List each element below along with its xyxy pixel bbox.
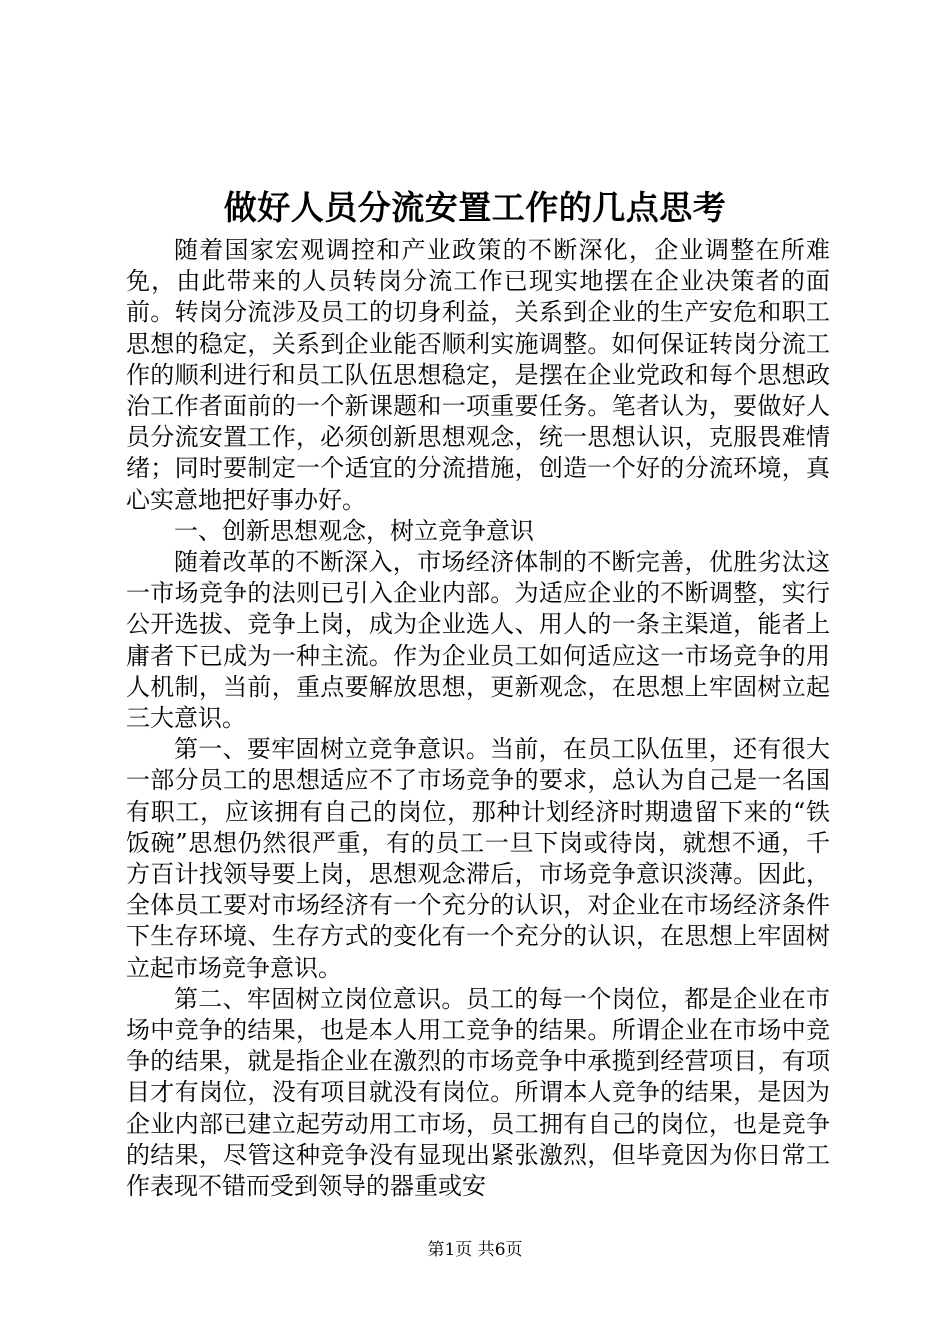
paragraph-point-2: 第二、牢固树立岗位意识。员工的每一个岗位，都是企业在市场中竞争的结果，也是本人用工竞争的结果。所谓企业在市场中竞争的结果，就是指企业在激烈的市场竞争中承揽到经营项目，有项目才有岗位，没有项目就没有岗位。所谓本人竞争的结果，是因为企业内部已建立起劳动用工市场，员工拥有自己的岗位，也是竞争的结果，尽管这种竞争没有显现出紧张激烈，但毕竟因为你日常工作表现不错而受到领导的器重或安 xyxy=(126,984,830,1201)
document-body xyxy=(126,235,830,1202)
page-title: 做好人员分流安置工作的几点思考 xyxy=(223,188,727,227)
page-number: 第1页 共6页 xyxy=(427,1240,523,1260)
paragraph-point-1: 第一、要牢固树立竞争意识。当前，在员工队伍里，还有很大一部分员工的思想适应不了市场竞争的要求，总认为自己是一名国有职工，应该拥有自己的岗位，那种计划经济时期遗留下来的“铁饭碗”思想仍然很严重，有的员工一旦下岗或待岗，就想不通，千方百计找领导要上岗，思想观念滞后，市场竞争意识淡薄。因此，全体员工要对市场经济有一个充分的认识，对企业在市场经济条件下生存环境、生存方式的变化有一个充分的认识，在思想上牢固树立起市场竞争意识。 xyxy=(126,735,830,982)
paragraph-intro: 随着国家宏观调控和产业政策的不断深化，企业调整在所难免，由此带来的人员转岗分流工作已现实地摆在企业决策者的面前。转岗分流涉及员工的切身利益，关系到企业的生产安危和职工思想的稳定，关系到企业能否顺利实施调整。如何保证转岗分流工作的顺利进行和员工队伍思想稳定，是摆在企业党政和每个思想政治工作者面前的一个新课题和一项重要任务。笔者认为，要做好人员分流安置工作，必须创新思想观念，统一思想认识，克服畏难情绪；同时要制定一个适宜的分流措施，创造一个好的分流环境，真心实意地把好事办好。 xyxy=(126,236,830,514)
section-heading-1: 一、创新思想观念，树立竞争意识 xyxy=(174,516,534,545)
paragraph-section-1: 随着改革的不断深入，市场经济体制的不断完善，优胜劣汰这一市场竞争的法则已引入企业内部。为适应企业的不断调整，实行公开选拔、竞争上岗，成为企业选人、用人的一条主渠道，能者上庸者下已成为一种主流。作为企业员工如何适应这一市场竞争的用人机制，当前，重点要解放思想，更新观念，在思想上牢固树立起三大意识。 xyxy=(126,548,830,733)
